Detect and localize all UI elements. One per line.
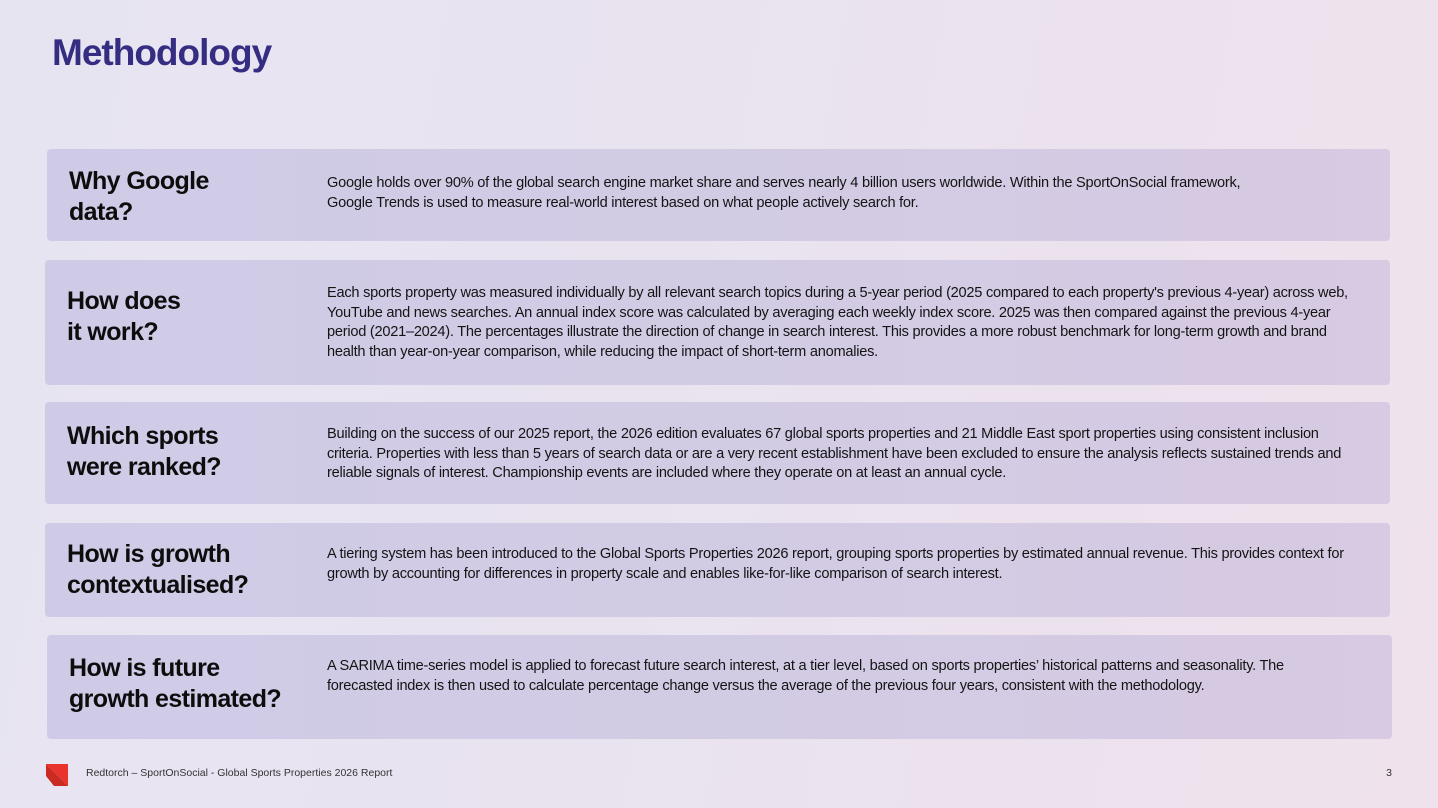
section-body: Building on the success of our 2025 report, the 2026 edition evaluates 67 global sports properties and 21 Middle East sport properties using consistent inclusion criteria. Properties with less than 5 years of search data or are a very recent establishment have been excluded to ensure the analysis reflects sustained trends and reliable signals of interest. Championship events are included where they operate on at least an annual cycle. (327, 426, 1342, 481)
section-why-google-data (47, 149, 1390, 241)
footer-text: Redtorch – SportOnSocial - Global Sports Properties 2026 Report (86, 767, 393, 779)
section-how-is-future-growth-estimated (47, 635, 1392, 739)
section-body: Each sports property was measured individually by all relevant search topics during a 5-year period (2025 compared to each property's previous 4-year) across web, YouTube and news searches. An annual index score was calculated by averaging each weekly index score. 2025 was then compared against the previous 4-year period (2021–2024). The percentages illustrate the direction of change in search interest. This provides a more robust benchmark for long-term growth and brand health than year-on-year comparison, while reducing the impact of short-term anomalies. (327, 285, 1348, 360)
page-title: Methodology (52, 32, 272, 73)
section-body: A SARIMA time-series model is applied to forecast future search interest, at a tier level, based on sports properties’ historical patterns and seasonality. The forecasted index is then used to calculate percentage change versus the average of the previous four years, consistent with the methodology. (327, 658, 1284, 694)
redtorch-logo-icon (46, 764, 68, 786)
section-heading: Why Google data? (69, 167, 209, 226)
section-heading: How does it work? (67, 287, 181, 346)
section-heading: How is future growth estimated? (69, 654, 282, 713)
section-heading: How is growth contextualised? (67, 540, 249, 599)
section-body: A tiering system has been introduced to the Global Sports Properties 2026 report, grouping sports properties by estimated annual revenue. This provides context for growth by accounting for differences in property scale and enables like-for-like comparison of search interest. (327, 546, 1344, 582)
section-body: Google holds over 90% of the global search engine market share and serves nearly 4 billion users worldwide. Within the SportOnSocial framework, Google Trends is used to measure real-world interest based on what people actively search for. (327, 175, 1241, 211)
section-which-sports-were-ranked (45, 402, 1390, 504)
section-how-does-it-work (45, 260, 1390, 385)
section-heading: Which sports were ranked? (67, 422, 221, 481)
section-how-is-growth-contextualised (45, 523, 1390, 617)
page-number: 3 (1386, 767, 1392, 779)
